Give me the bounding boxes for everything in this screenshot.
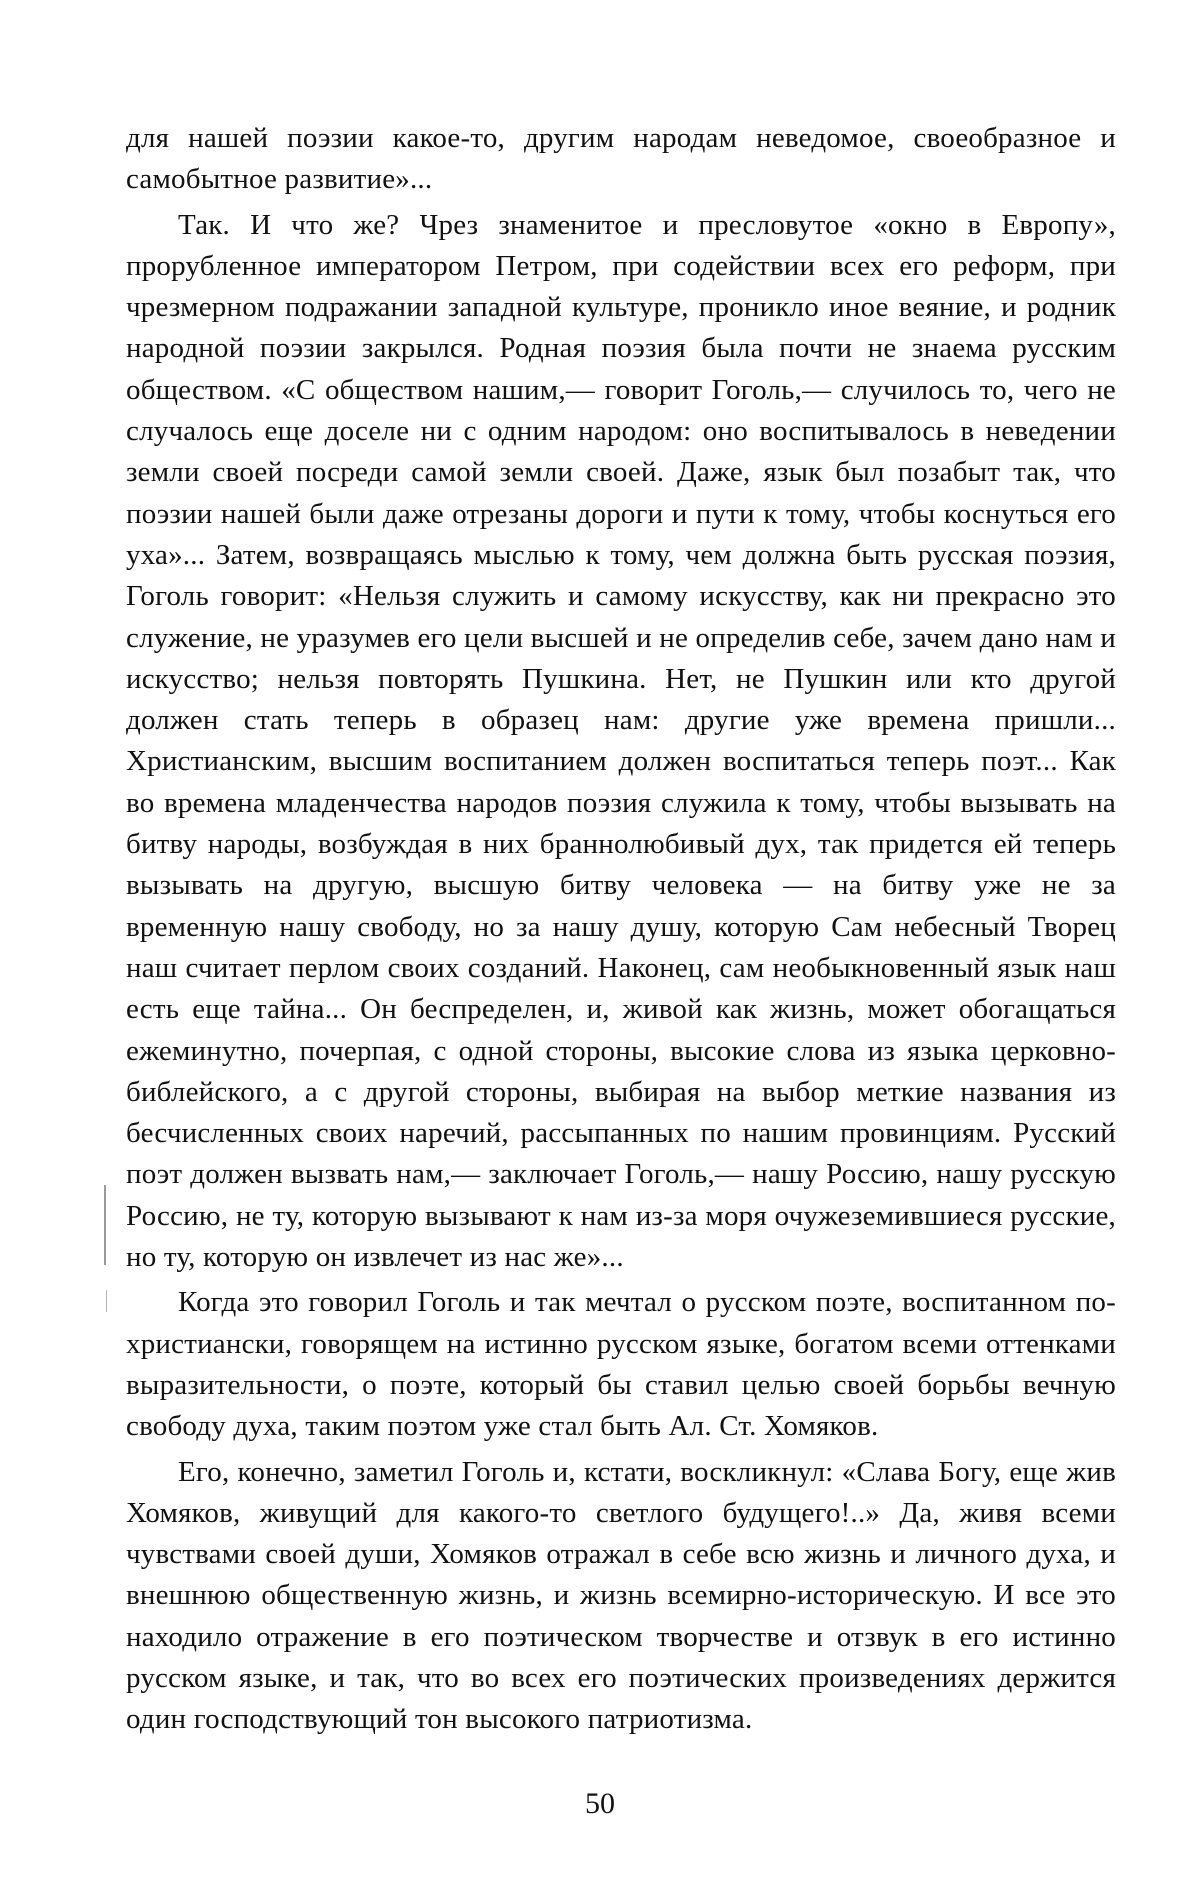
body-text xyxy=(126,118,1116,1745)
margin-pencil-mark-small xyxy=(106,1290,107,1312)
paragraph-gogol-quote: Так. И что же? Чрез знаменитое и пресловутое «окно в Европу», прорубленное императором Петром, при содействии всех его реформ, при чрезмерном подражании западной культуре, проникло иное веяние, и родник народной поэзии закрылся. Родная поэзия была почти не знаема русским обществом. «С обществом нашим,— говорит Гоголь,— случилось то, чего не случалось еще доселе ни с одним народом: оно воспитывалось в неведении земли своей посреди самой земли своей. Даже, язык был позабыт так, что поэзии нашей были даже отрезаны дороги и пути к тому, чтобы коснуться его уха»... Затем, возвращаясь мыслью к тому, чем должна быть русская поэзия, Гоголь говорит: «Нельзя служить и самому искусству, как ни прекрасно это служение, не уразумев его цели высшей и не определив себе, зачем дано нам и искусство; нельзя повторять Пушкина. Нет, не Пушкин или кто другой должен стать теперь в образец нам: другие уже времена пришли... Христианским, высшим воспитанием должен воспитаться теперь поэт... Как во времена младенчества народов поэзия служила к тому, чтобы вызывать на битву народы, возбуждая в них браннолюбивый дух, так придется ей теперь вызывать на другую, высшую битву человека — на битву уже не за временную нашу свободу, но за нашу душу, которую Сам небесный Творец наш считает перлом своих созданий. Наконец, сам необыкновенный язык наш есть еще тайна... Он беспределен, и, живой как жизнь, может обогащаться ежеминутно, почерпая, с одной стороны, высокие слова из языка церковно-библейского, а с другой стороны, выбирая на выбор меткие названия из бесчисленных своих наречий, рассыпанных по нашим провинциям. Русский поэт должен вызвать нам,— заключает Гоголь,— нашу Россию, нашу русскую Россию, не ту, которую вызывают к нам из-за моря очужеземившиеся русские, но ту, которую он извлечет из нас же»... xyxy=(126,208,1116,1274)
paragraph-poet-ideal: Когда это говорил Гоголь и так мечтал о русском поэте, воспитанном по-христиански, говорящем на истинно русском языке, богатом всеми оттенками выразительности, о поэте, который бы ставил целью своей борьбы вечную свободу духа, таким поэтом уже стал быть Ал. Ст. Хомяков. xyxy=(126,1286,1116,1443)
margin-pencil-mark xyxy=(104,1185,106,1265)
paragraph-khomyakov: Его, конечно, заметил Гоголь и, кстати, воскликнул: «Слава Богу, еще жив Хомяков, живущий для какого-то светлого будущего!..» Да, живя всеми чувствами своей души, Хомяков отражал в себе всю жизнь и личного духа, и внешнюю общественную жизнь, и жизнь всемирно-историческую. И все это находило отражение в его поэтическом творчестве и отзвук в его истинно русском языке, и так, что во всех его поэтических произведениях держится один господствующий тон высокого патриотизма. xyxy=(126,1455,1116,1736)
page-number: 50 xyxy=(585,1787,615,1820)
paragraph-continued: для нашей поэзии какое-то, другим народам неведомое, своеобразное и самобытное развитие»... xyxy=(126,122,1116,196)
